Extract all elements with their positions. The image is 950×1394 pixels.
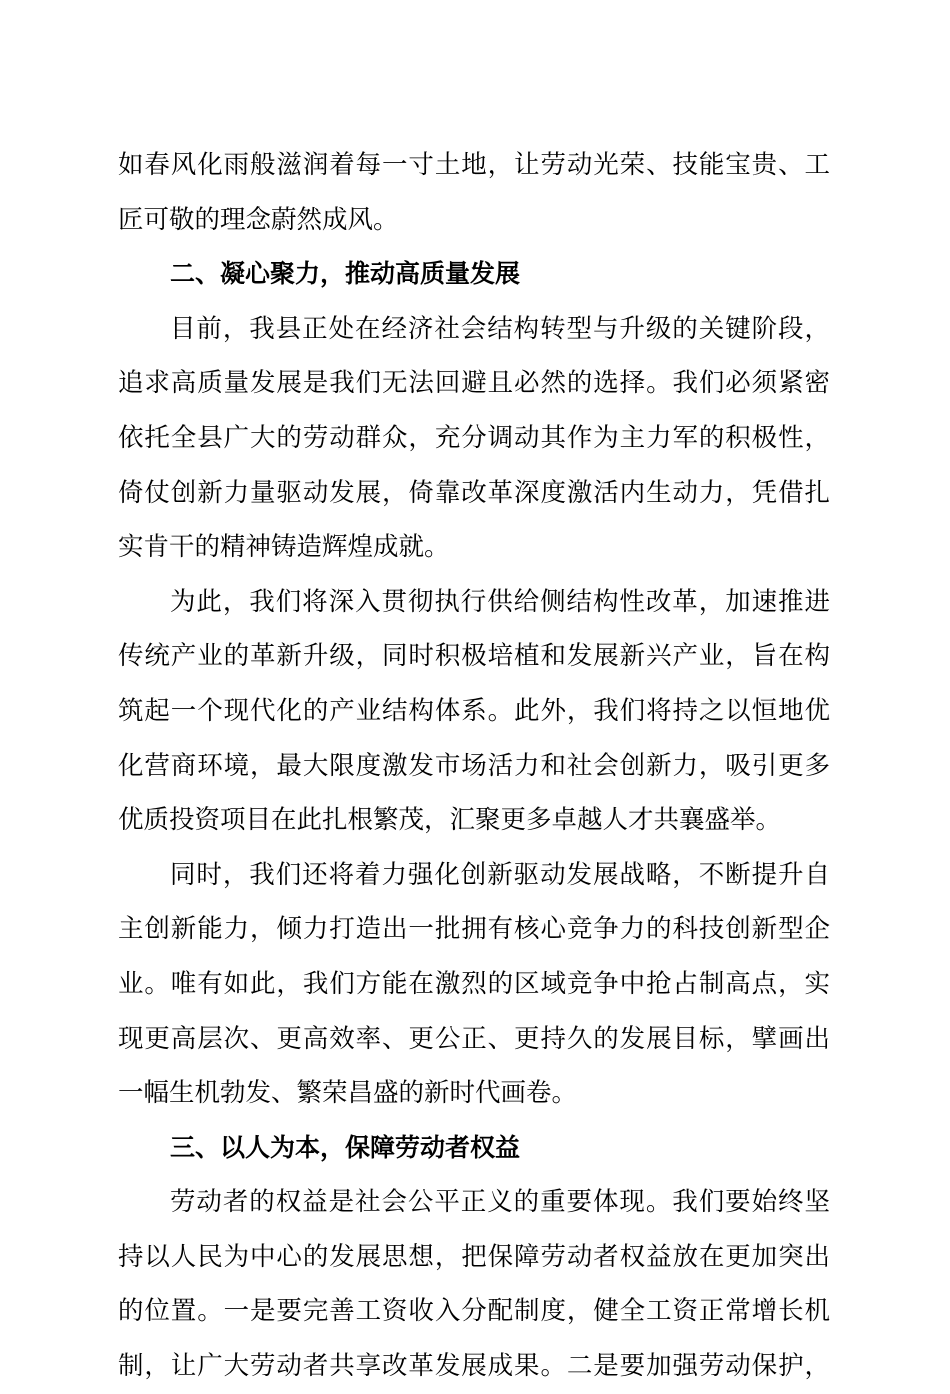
- paragraph-line: 传统产业的革新升级，同时积极培植和发展新兴产业，旨在构: [118, 641, 830, 672]
- paragraph-line: 主创新能力，倾力打造出一批拥有核心竞争力的科技创新型企: [118, 914, 830, 945]
- paragraph-line: 现更高层次、更高效率、更公正、更持久的发展目标，擘画出: [118, 1023, 830, 1054]
- paragraph-line: 匠可敬的理念蔚然成风。: [118, 204, 399, 235]
- paragraph-line: 同时，我们还将着力强化创新驱动发展战略，不断提升自: [170, 859, 830, 890]
- paragraph-line: 筑起一个现代化的产业结构体系。此外，我们将持之以恒地优: [118, 695, 830, 726]
- paragraph-line: 优质投资项目在此扎根繁茂，汇聚更多卓越人才共襄盛举。: [118, 805, 782, 836]
- section-heading-2: 二、凝心聚力，推动高质量发展: [170, 259, 521, 289]
- paragraph-line: 目前，我县正处在经济社会结构转型与升级的关键阶段，: [170, 313, 830, 344]
- paragraph-line: 倚仗创新力量驱动发展，倚靠改革深度激活内生动力，凭借扎: [118, 477, 830, 508]
- paragraph-line: 一幅生机勃发、繁荣昌盛的新时代画卷。: [118, 1078, 578, 1109]
- document-page: [118, 138, 830, 1394]
- paragraph-line: 劳动者的权益是社会公平正义的重要体现。我们要始终坚: [170, 1187, 830, 1218]
- paragraph-line: 的位置。一是要完善工资收入分配制度，健全工资正常增长机: [118, 1296, 830, 1327]
- paragraph-line: 依托全县广大的劳动群众，充分调动其作为主力军的积极性，: [118, 422, 830, 453]
- paragraph-line: 持以人民为中心的发展思想，把保障劳动者权益放在更加突出: [118, 1241, 830, 1272]
- paragraph-line: 追求高质量发展是我们无法回避且必然的选择。我们必须紧密: [118, 368, 830, 399]
- paragraph-line: 化营商环境，最大限度激发市场活力和社会创新力，吸引更多: [118, 750, 830, 781]
- paragraph-line: 为此，我们将深入贯彻执行供给侧结构性改革，加速推进: [170, 586, 830, 617]
- paragraph-line: 实肯干的精神铸造辉煌成就。: [118, 532, 450, 563]
- paragraph-line: 如春风化雨般滋润着每一寸土地，让劳动光荣、技能宝贵、工: [118, 150, 830, 180]
- paragraph-line: 业。唯有如此，我们方能在激烈的区域竞争中抢占制高点，实: [118, 968, 830, 999]
- section-heading-3: 三、以人为本，保障劳动者权益: [170, 1132, 521, 1162]
- paragraph-line: 制，让广大劳动者共享改革发展成果。二是要加强劳动保护，: [118, 1351, 830, 1382]
